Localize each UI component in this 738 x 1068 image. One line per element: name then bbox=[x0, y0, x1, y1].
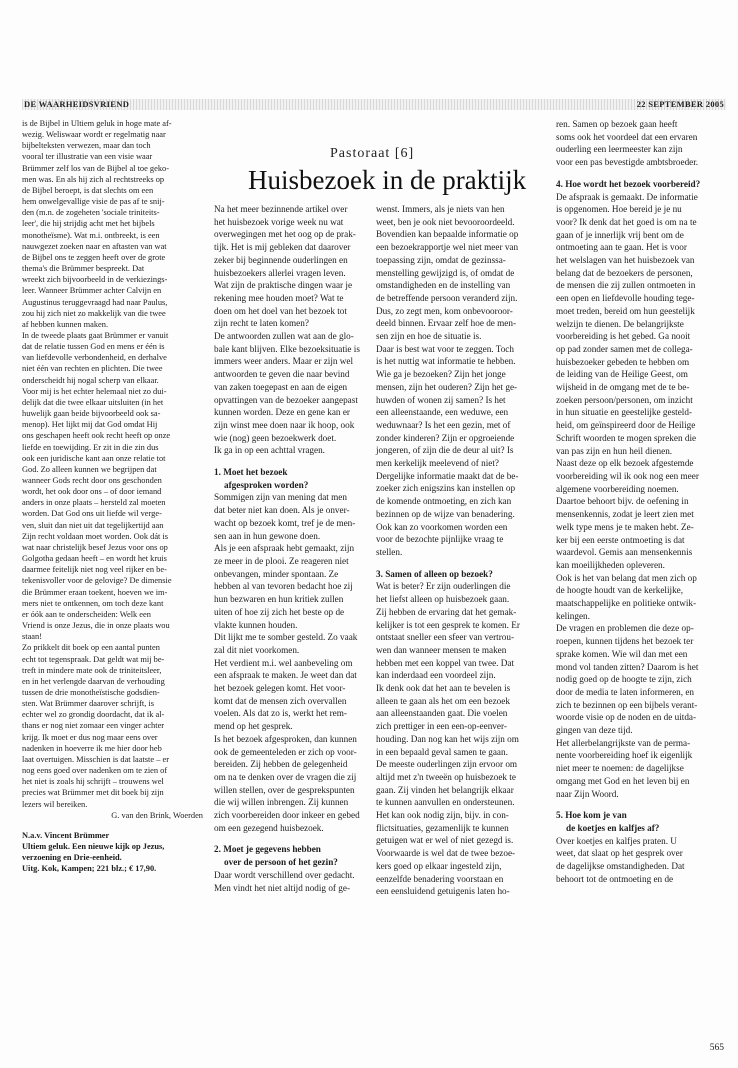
text-line: een bezoekrapportje wel niet meer van bbox=[376, 242, 519, 253]
text-line: tijk. Het is mij gebleken dat daarover bbox=[214, 242, 351, 253]
text-line: kelijker is tot een gesprek te komen. Er bbox=[376, 619, 520, 630]
text-line: de hoogte houdt van de kerkelijke, bbox=[556, 585, 684, 596]
text-line: De afspraak is gemaakt. De informatie bbox=[556, 191, 698, 202]
text-line: Ik denk ook dat het aan te bevelen is bbox=[376, 683, 511, 694]
section-heading-1-cont: afgesproken worden? bbox=[224, 479, 309, 490]
section-4-text bbox=[556, 191, 734, 801]
text-line: weet, ben je ook niet bevooroordeeld. bbox=[376, 216, 515, 227]
book-info-line: verzoening en Drie-eenheid. bbox=[22, 853, 122, 863]
text-line: het bezoek gelegen komt. Het voor- bbox=[214, 683, 346, 694]
text-line: sen aan in hun gewone doen. bbox=[214, 530, 321, 541]
text-line: huwden of wonen zij samen? Is het bbox=[376, 394, 506, 405]
text-line: roepen, kunnen tijdens het bezoek ter bbox=[556, 636, 694, 647]
text-line: voor? Ik denk dat het goed is om na te bbox=[556, 216, 697, 227]
text-line: menstelling gewijzigd is, of omdat de bbox=[376, 267, 515, 278]
text-line: zeker bij beginnende ouderlingen en bbox=[214, 254, 348, 265]
section-2-continued bbox=[376, 203, 546, 559]
text-line: altijd met z'n tweeën op huisbezoek te bbox=[376, 771, 516, 782]
text-line: het niet is zoals hij schrijft – trouwens wel bbox=[22, 777, 164, 787]
text-line: Na het meer bezinnende artikel over bbox=[214, 204, 348, 214]
text-line: ons geschapen heeft ook recht heeft op onze bbox=[22, 431, 171, 441]
text-line: Het allerbelangrijkste van de perma- bbox=[556, 737, 691, 748]
text-line: zonder kinderen? Zijn er opgroeiende bbox=[376, 432, 515, 443]
book-info bbox=[22, 830, 203, 875]
text-line: toepassing zijn, omdat de gezinssa- bbox=[376, 254, 506, 265]
text-line: echt tot tegenspraak. Dat geldt wat mij be- bbox=[22, 654, 165, 664]
text-line: wezig. Weliswaar wordt er regelmatig naar bbox=[22, 130, 166, 140]
text-line: zou hij zich niet zo makkelijk van die twee bbox=[22, 308, 166, 318]
text-line: het welslagen van het huisbezoek van bbox=[556, 255, 695, 266]
text-line: kan inderdaad een voordeel zijn. bbox=[376, 670, 496, 681]
text-line: Schrift woorden te mogen spreken die bbox=[556, 432, 697, 443]
text-line: houding. Dan nog kan het wijs zijn om bbox=[376, 733, 519, 744]
text-line: is het nuttig wat informatie te hebben. bbox=[376, 356, 516, 367]
section-heading-5: 5. Hoe kom je van bbox=[556, 810, 627, 821]
text-line: antwoorden te geven die naar bevind bbox=[214, 369, 350, 380]
text-line: zich voorbereiden door inkeer en gebed bbox=[214, 810, 360, 821]
article-column-1 bbox=[214, 203, 360, 894]
text-line: nodig goed op de hoogte te zijn, zich bbox=[556, 674, 692, 685]
text-line: te kunnen aanvullen en ondersteunen. bbox=[376, 797, 515, 808]
text-line: aan alleenstaanden gaat. Die voelen bbox=[376, 708, 508, 719]
text-line: van zaken toegepast en aan de eigen bbox=[214, 381, 348, 392]
text-line: thema's die Brümmer bespreekt. Dat bbox=[22, 264, 145, 274]
text-line: een afspraak te maken. Je weet dan dat bbox=[214, 670, 357, 681]
text-line: tussen de drie monotheïstische godsdien- bbox=[22, 687, 160, 697]
text-line: voelen. Als dat zo is, werkt het rem- bbox=[214, 708, 347, 719]
text-line: laat overtuigen. Misschien is dat laatste – er bbox=[22, 754, 169, 764]
text-line: Vriend is onze Jezus, die in onze plaats wou bbox=[22, 621, 170, 631]
text-line: een eensluidend getuigenis laten ho- bbox=[376, 886, 510, 897]
text-line: en in het verlengde daarvan de verhouding bbox=[22, 676, 165, 686]
text-line: hebben al van tevoren bedacht hoe zij bbox=[214, 581, 353, 592]
text-line: er óók aan te onderscheiden: Welk een bbox=[22, 609, 151, 619]
text-line: delijk dat die twee elkaar uitsluiten (in het bbox=[22, 397, 164, 407]
text-line: heid, om geïnspireerd door de Heilige bbox=[556, 420, 696, 431]
text-line: willen stellen, over de gesprekspunten bbox=[214, 784, 355, 795]
article-column-3 bbox=[556, 118, 734, 885]
section-3-continued bbox=[556, 118, 734, 169]
text-line: niet één van rechten en plichten. Die twee bbox=[22, 364, 163, 374]
text-line: zijn recht te laten komen? bbox=[214, 318, 309, 329]
text-line: den (m.n. de zogeheten 'sociale triniteits- bbox=[22, 208, 160, 218]
text-line: het huisbezoek vorige week nu wat bbox=[214, 216, 344, 227]
book-info-line: Uitg. Kok, Kampen; 221 blz.; € 17,90. bbox=[22, 864, 157, 874]
section-heading-1: 1. Moet het bezoek bbox=[214, 467, 288, 478]
text-line: ontstaat sneller een sfeer van vertrou- bbox=[376, 632, 515, 643]
section-3-text bbox=[376, 580, 546, 898]
text-line: kelingen. bbox=[556, 610, 590, 621]
text-line: Voor mij is het echter helemaal niet zo dui- bbox=[22, 386, 167, 396]
text-line: een open en liefdevolle houding tege- bbox=[556, 293, 695, 304]
text-line: door de media te laten informeren, en bbox=[556, 686, 695, 697]
text-line: Dergelijke informatie maakt dat de be- bbox=[376, 470, 519, 481]
text-line: de Bijbel beroept, is dat slechts om een bbox=[22, 185, 154, 195]
text-line: kers goed op elkaar ingesteld zijn, bbox=[376, 860, 502, 871]
text-line: huwelijk gaan beide bijvoorbeeld ook sa- bbox=[22, 409, 161, 419]
text-line: liefde en toewijding. Er zit in die zin dus bbox=[22, 442, 159, 452]
text-line: zoeker zich enigszins kan instellen op bbox=[376, 483, 516, 494]
text-line: worden. Dat God ons uit liefde wil verge- bbox=[22, 509, 162, 519]
text-line: af hebben kunnen maken. bbox=[22, 319, 109, 329]
text-line: menop). Het lijkt mij dat God omdat Hij bbox=[22, 420, 158, 430]
text-line: ren. Samen op bezoek gaan heeft bbox=[556, 119, 678, 129]
text-line: Zo prikkelt dit boek op een aantal punten bbox=[22, 643, 160, 653]
text-line: moet treden, bereid om hun geestelijk bbox=[556, 305, 695, 316]
text-line: deeld binnen. Ervaar zelf hoe de men- bbox=[376, 318, 517, 329]
text-line: wenst. Immers, als je niets van hen bbox=[376, 204, 505, 214]
text-line: uiten of hoe zij zich het beste op de bbox=[214, 606, 345, 617]
text-line: de Bijbel ons te zeggen heeft over de grote bbox=[22, 252, 166, 262]
text-line: Dus, zo zegt men, kom onbevooroor- bbox=[376, 305, 513, 316]
text-line: welk type mens je te maken hebt. Ze- bbox=[556, 521, 694, 532]
article-title: Huisbezoek in de praktijk bbox=[248, 165, 527, 195]
text-line: voorbereiding is het gebed. Ga nooit bbox=[556, 331, 691, 342]
article-column-2 bbox=[376, 203, 546, 898]
text-line: mond vol tanden zitten? Daarom is het bbox=[556, 661, 699, 672]
text-line: dat de relatie tussen God en mens er één is bbox=[22, 342, 165, 352]
text-line: wanneer Gods recht door ons geschonden bbox=[22, 476, 162, 485]
text-line: Daartoe behoort bijv. de oefening in bbox=[556, 496, 689, 507]
text-line: Men vindt het niet altijd nodig of ge- bbox=[214, 882, 351, 893]
text-line: lezers wil bereiken. bbox=[22, 799, 88, 809]
text-line: opvattingen van de bezoeker aangepast bbox=[214, 394, 358, 405]
text-line: in een bepaald geval samen te gaan. bbox=[376, 746, 508, 757]
text-line: nadenken in hoeverre ik me hier door heb bbox=[22, 743, 162, 753]
text-line: ouderling een leermeester kan zijn bbox=[556, 144, 683, 155]
text-line: niet meer te noemen: de dagelijkse bbox=[556, 763, 684, 774]
text-line: Ook kan zo voorkomen worden een bbox=[376, 521, 508, 532]
article-kicker: Pastoraat [6] bbox=[330, 146, 415, 161]
text-line: ker bij een eerste ontmoeting is dat bbox=[556, 534, 685, 545]
text-line: hebben met een koppel van twee. Dat bbox=[376, 657, 515, 668]
section-2-text bbox=[214, 869, 360, 894]
section-heading-4: 4. Hoe wordt het bezoek voorbereid? bbox=[556, 178, 701, 189]
text-line: Naast deze op elk bezoek afgestemde bbox=[556, 458, 694, 469]
text-line: onbevangen, minder spontaan. Ze bbox=[214, 568, 339, 579]
text-line: gingen van deze tijd. bbox=[556, 725, 633, 736]
text-line: komt dat de mensen zich overvallen bbox=[214, 695, 347, 706]
text-line: de betreffende persoon veranderd zijn. bbox=[376, 292, 518, 303]
text-line: Daar is best wat voor te zeggen. Toch bbox=[376, 343, 514, 354]
text-line: immers weer anders. Maar er zijn wel bbox=[214, 356, 354, 367]
text-line: alleen te gaan als het om een bezoek bbox=[376, 695, 510, 706]
text-line: welzijn te dienen. De belangrijkste bbox=[556, 318, 684, 329]
text-line: treft in mindere mate ook de triniteitsleer, bbox=[22, 665, 162, 675]
text-line: Wat zijn de praktische dingen waar je bbox=[214, 280, 353, 291]
text-line: weduwnaar? Is het een gezin, met of bbox=[376, 419, 511, 430]
section-heading-2-cont: over de persoon of het gezin? bbox=[224, 857, 338, 868]
text-line: nog eens goed over nadenken om te zien of bbox=[22, 766, 168, 776]
text-line: onderscheidt hij nogal scherp van elkaar. bbox=[22, 375, 159, 385]
text-line: echter wel zo grondig doordacht, dat ik al- bbox=[22, 710, 165, 720]
text-line: zal dit niet voorkomen. bbox=[214, 644, 300, 655]
text-line: de komende ontmoeting, en zich kan bbox=[376, 496, 512, 507]
text-line: Zij hebben de ervaring dat het gemak- bbox=[376, 606, 517, 617]
book-info-line: N.a.v. Vincent Brümmer bbox=[22, 830, 110, 840]
intro-paragraph bbox=[214, 203, 360, 457]
text-line: bezinnen op de wijze van benadering. bbox=[376, 508, 515, 519]
text-line: men was. En als hij zich al rechtstreeks op bbox=[22, 174, 165, 184]
text-line: naar Zijn Woord. bbox=[556, 788, 619, 799]
text-line: staan! bbox=[22, 632, 42, 642]
text-line: daarmee feitelijk niet nog veel rijker en be- bbox=[22, 565, 167, 575]
text-line: kan moeilijkheden opleveren. bbox=[556, 559, 665, 570]
text-line: Golgotha gedaan heeft – en wordt het kruis bbox=[22, 554, 167, 564]
review-column bbox=[22, 118, 203, 874]
text-line: stellen. bbox=[376, 546, 403, 557]
text-line: bereiden. Zij hebben de gelegenheid bbox=[214, 759, 348, 770]
text-line: kunnen worden. Deze en gene kan er bbox=[214, 407, 350, 418]
text-line: die wij willen inbrengen. Zij kunnen bbox=[214, 797, 349, 808]
text-line: gaan of je innerlijk vrij bent om de bbox=[556, 229, 684, 240]
text-line: ze meer in de plooi. Ze reageren niet bbox=[214, 555, 349, 566]
text-line: nauwgezet zoeken naar en aftasten van wat bbox=[22, 241, 167, 251]
text-line: voor een pas bevestigde ambtsbroeder. bbox=[556, 157, 699, 168]
text-line: mend op het gesprek. bbox=[214, 721, 293, 732]
text-line: gaan. Zij vinden het belangrijk elkaar bbox=[376, 784, 514, 795]
text-line: Het verdient m.i. wel aanbeveling om bbox=[214, 657, 353, 668]
text-line: sen zijn en hoe de situatie is. bbox=[376, 331, 482, 342]
text-line: op pad zonder samen met de collega- bbox=[556, 343, 693, 354]
text-line: wie (nog) geen bezoekwerk doet. bbox=[214, 432, 337, 443]
text-line: doen om het doel van het bezoek tot bbox=[214, 305, 347, 316]
text-line: leer', die hij strijdig acht met het bijbels bbox=[22, 219, 155, 229]
text-line: De vragen en problemen die deze op- bbox=[556, 623, 694, 634]
text-line: zijn winst mee doen naar ik hoop, ook bbox=[214, 419, 355, 430]
text-line: mers niet te ontkennen, om toch deze kant bbox=[22, 598, 164, 608]
publication-date: 22 SEPTEMBER 2005 bbox=[636, 99, 724, 109]
text-line: Daar wordt verschillend over gedacht. bbox=[214, 869, 355, 880]
review-text bbox=[22, 118, 203, 810]
text-line: behoort tot de ontmoeting en de bbox=[556, 873, 674, 884]
text-line: voorbereiding wil ik ook nog een meer bbox=[556, 470, 699, 481]
text-line: belang dat de bezoekers de personen, bbox=[556, 267, 693, 278]
text-line: algemene voorbereiding noemen. bbox=[556, 483, 679, 494]
text-line: De meeste ouderlingen zijn ervoor om bbox=[376, 759, 518, 770]
text-line: De antwoorden zullen wat aan de glo- bbox=[214, 331, 354, 342]
text-line: ven, sluit dan niet uit dat tegelijkertijd aan bbox=[22, 520, 164, 530]
text-line: wat naar christelijk besef Jezus voor ons op bbox=[22, 542, 168, 552]
section-heading-2: 2. Moet je gegevens hebben bbox=[214, 844, 321, 855]
text-line: In de tweede plaats gaat Brümmer er vanuit bbox=[22, 330, 169, 340]
text-line: Augustinus teruggevraagd had naar Paulus, bbox=[22, 297, 168, 307]
text-line: leer. Wanneer Brümmer achter Calvijn en bbox=[22, 286, 162, 296]
book-info-line: Ultiem geluk. Een nieuwe kijk op Jezus, bbox=[22, 842, 165, 851]
text-line: ook de gemeenteleden er zich op voor- bbox=[214, 746, 357, 757]
text-line: jongeren, of zijn die de deur al uit? Is bbox=[376, 445, 514, 456]
text-line: bale kant blijven. Elke bezoeksituatie is bbox=[214, 343, 360, 354]
text-line: van pas zijn en hun heil dienen. bbox=[556, 445, 673, 456]
text-line: hem onwelgevallige visie de pas af te snij- bbox=[22, 197, 165, 207]
text-line: mensen, zijn het ouderen? Zijn het ge- bbox=[376, 381, 518, 392]
text-line: mensenkennis, zodat je leert zien met bbox=[556, 509, 694, 520]
text-line: omstandigheden en de instelling van bbox=[376, 280, 511, 291]
text-line: anders in onze plaats – hersteld zal moeten bbox=[22, 498, 166, 508]
text-line: tekenisvoller voor de gelovige? De dimensie bbox=[22, 576, 172, 586]
text-line: een alleenstaande, een weduwe, een bbox=[376, 407, 509, 418]
text-line: Sommigen zijn van mening dat men bbox=[214, 492, 347, 503]
text-line: is opgenomen. Hoe bereid je je nu bbox=[556, 204, 682, 215]
text-line: Dit lijkt me te somber gesteld. Zo vaak bbox=[214, 632, 358, 643]
text-line: rekening mee houden moet? Wat te bbox=[214, 292, 344, 303]
text-line: vlakte kunnen houden. bbox=[214, 619, 298, 630]
text-line: eenzelfde benadering voorstaan en bbox=[376, 873, 504, 884]
text-line: Ik ga in op een achttal vragen. bbox=[214, 445, 325, 456]
text-line: God. Zo alleen kunnen we begrijpen dat bbox=[22, 464, 157, 474]
text-line: waardevol. Gemis aan mensenkennis bbox=[556, 547, 693, 558]
text-line: om een gezegend huisbezoek. bbox=[214, 822, 324, 833]
text-line: van liefdevolle verbondenheid, en derhalve bbox=[22, 353, 167, 363]
text-line: hun bezwaren en hun kritiek zullen bbox=[214, 594, 344, 605]
text-line: getuigen wat er wel of niet gezegd is. bbox=[376, 835, 514, 846]
text-line: wreekt zich bijvoorbeeld in de verkiezings- bbox=[22, 275, 168, 285]
text-line: ontmoeting aan te gaan. Het is voor bbox=[556, 242, 687, 253]
text-line: Zijn recht voldaan moet worden. Ook dát is bbox=[22, 531, 169, 541]
text-line: wordt, het ook door ons – of door iemand bbox=[22, 487, 162, 497]
text-line: woorde visie op de noden en de uitda- bbox=[556, 712, 697, 723]
text-line: de mensen die zij zullen ontmoeten in bbox=[556, 280, 696, 291]
text-line: is de Bijbel in Ultiem geluk in hoge mate af- bbox=[22, 119, 172, 128]
text-line: het liefst alleen op huisbezoek gaan. bbox=[376, 594, 510, 605]
text-line: die Brümmer eraan toekent, hoeven we im- bbox=[22, 587, 168, 597]
section-1-text bbox=[214, 491, 360, 834]
text-line: Als je een afspraak hebt gemaakt, zijn bbox=[214, 543, 355, 554]
text-line: huisbezoekers allerlei vragen leven. bbox=[214, 267, 346, 278]
text-line: krijg. Ik moet er dus nog maar eens over bbox=[22, 732, 158, 742]
text-line: huisbezoeker gebeden te hebben om bbox=[556, 356, 690, 367]
section-heading-3: 3. Samen of alleen op bezoek? bbox=[376, 568, 493, 579]
text-line: precies wat Brümmer met dit boek bij zijn bbox=[22, 788, 164, 798]
text-line: vooral ter illustratie van een visie waar bbox=[22, 152, 153, 162]
text-line: monotheïsme). Wat m.i. ontbreekt, is een bbox=[22, 230, 160, 240]
publication-name: DE WAARHEIDSVRIEND bbox=[24, 99, 130, 109]
text-line: Voorwaarde is wel dat de twee bezoe- bbox=[376, 848, 516, 859]
text-line: omgang met God en het leven bij en bbox=[556, 775, 690, 786]
text-line: wacht op bezoek komt, tref je de men- bbox=[214, 517, 356, 528]
text-line: zich prettiger in een een-op-eenver- bbox=[376, 721, 507, 732]
text-line: om na te denken over de vragen die zij bbox=[214, 771, 357, 782]
page-number: 565 bbox=[709, 1043, 724, 1053]
text-line: Wat is beter? Er zijn ouderlingen die bbox=[376, 581, 511, 592]
text-line: men kerkelijk meelevend of niet? bbox=[376, 458, 499, 469]
text-line: overwegingen met het oog op de prak- bbox=[214, 229, 356, 240]
text-line: Het kan ook nodig zijn, bijv. in con- bbox=[376, 810, 509, 821]
section-heading-5-cont: de koetjes en kalfjes af? bbox=[566, 822, 660, 833]
review-signature: G. van den Brink, Woerden bbox=[111, 810, 203, 820]
section-5-text bbox=[556, 835, 734, 886]
text-line: Ook is het van belang dat men zich op bbox=[556, 572, 697, 583]
text-line: bijbelteksten verwezen, maar dan toch bbox=[22, 141, 151, 151]
text-line: sprake komen. Wie wil dan met een bbox=[556, 648, 688, 659]
text-line: maatschappelijke en politieke ontwik- bbox=[556, 598, 697, 609]
text-line: wijsheid in de omgang met de te be- bbox=[556, 382, 690, 393]
text-line: Over koetjes en kalfjes praten. U bbox=[556, 835, 677, 846]
text-line: de dagelijkse omstandigheden. Dat bbox=[556, 861, 685, 872]
text-line: weet, dat slaat op het gesprek over bbox=[556, 848, 683, 859]
text-line: soms ook het voordeel dat een ervaren bbox=[556, 131, 698, 142]
text-line: Wie ga je bezoeken? Zijn het jonge bbox=[376, 369, 506, 380]
text-line: wen dan wanneer mensen te maken bbox=[376, 644, 507, 655]
text-line: zich te bezinnen op een bijbels verant- bbox=[556, 699, 698, 710]
text-line: flictsituaties, gezamenlijk te kunnen bbox=[376, 822, 509, 833]
text-line: Brümmer zelf los van de Bijbel al toe geko- bbox=[22, 163, 169, 173]
text-line: thans er nog niet zomaar een vinger achter bbox=[22, 721, 165, 731]
text-line: nente voorbereiding hoef ik eigenlijk bbox=[556, 750, 693, 761]
text-line: Bovendien kan bepaalde informatie op bbox=[376, 229, 519, 240]
text-line: zoeken persoon/personen, om inzicht bbox=[556, 394, 693, 405]
text-line: voor de bezochte pijnlijke vraag te bbox=[376, 534, 504, 545]
text-line: dat beter niet kan doen. Als je onver- bbox=[214, 505, 350, 516]
text-line: Is het bezoek afgesproken, dan kunnen bbox=[214, 733, 357, 744]
text-line: sten. Wat Brümmer daarover schrijft, is bbox=[22, 699, 154, 709]
text-line: in hun situatie en geestelijke gesteld- bbox=[556, 407, 692, 418]
text-line: ook een juridische kant aan onze relatie tot bbox=[22, 453, 166, 463]
text-line: de leiding van de Heilige Geest, om bbox=[556, 369, 688, 380]
